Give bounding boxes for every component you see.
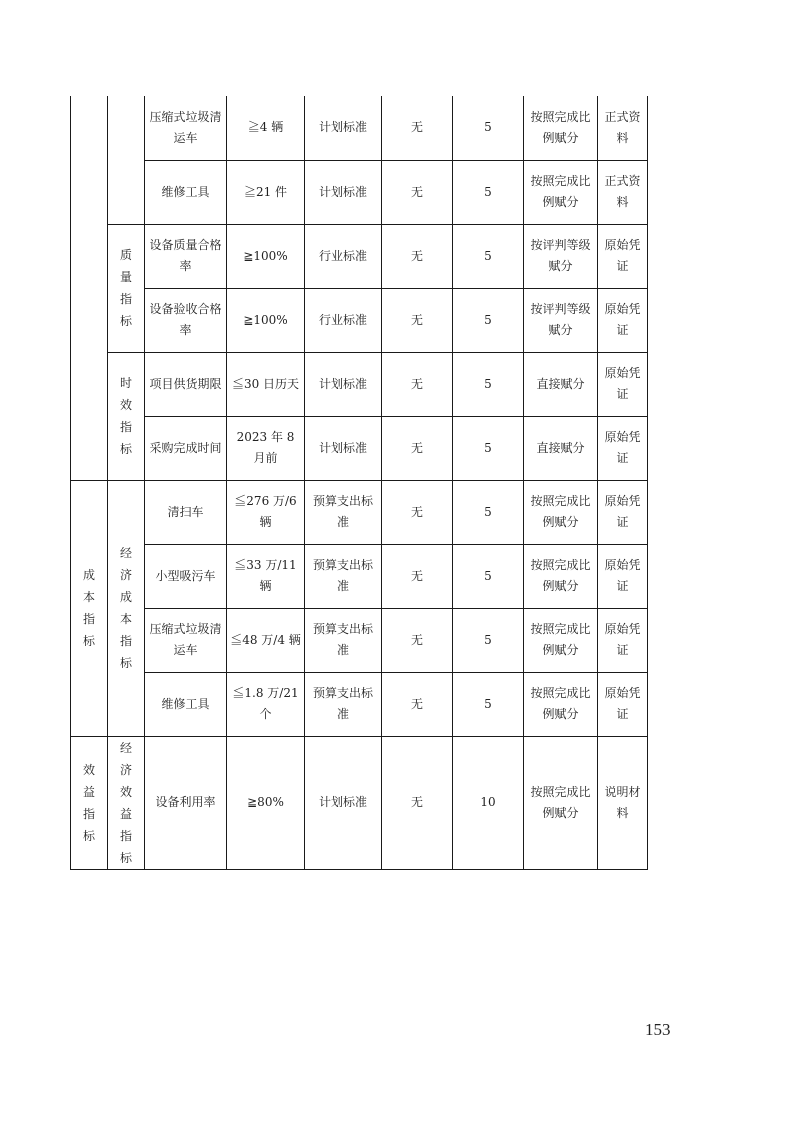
table-row	[71, 352, 648, 416]
method-cell: 按照完成比例赋分	[524, 480, 598, 544]
evidence-cell: 正式资料	[598, 96, 648, 160]
method-cell: 按评判等级赋分	[524, 288, 598, 352]
score-cell: 5	[453, 160, 524, 224]
indicator-cell: 维修工具	[145, 672, 227, 736]
level2-cell-quality	[108, 224, 145, 352]
evidence-cell: 原始凭证	[598, 672, 648, 736]
value-cell: ≦30 日历天	[227, 352, 305, 416]
indicator-cell: 小型吸污车	[145, 544, 227, 608]
basis-cell: 计划标准	[305, 160, 382, 224]
indicator-cell: 设备利用率	[145, 736, 227, 869]
evidence-cell: 原始凭证	[598, 416, 648, 480]
extra-cell: 无	[382, 96, 453, 160]
evidence-cell: 原始凭证	[598, 288, 648, 352]
page-number: 153	[645, 1020, 671, 1039]
evidence-cell: 原始凭证	[598, 608, 648, 672]
extra-cell: 无	[382, 672, 453, 736]
indicator-cell: 设备质量合格率	[145, 224, 227, 288]
level2-label-econ-cost: 经济成本指标	[119, 546, 132, 670]
extra-cell: 无	[382, 544, 453, 608]
value-cell: ≧100%	[227, 288, 305, 352]
basis-cell: 计划标准	[305, 352, 382, 416]
level2-cell-econ-benefit	[108, 736, 145, 869]
indicator-cell: 采购完成时间	[145, 416, 227, 480]
basis-cell: 行业标准	[305, 224, 382, 288]
table-row	[71, 672, 648, 736]
table-row	[71, 480, 648, 544]
score-cell: 5	[453, 544, 524, 608]
basis-cell: 行业标准	[305, 288, 382, 352]
level1-label-cost: 成本指标	[82, 568, 95, 648]
score-cell: 10	[453, 736, 524, 869]
score-cell: 5	[453, 480, 524, 544]
value-cell: ≦1.8 万/21 个	[227, 672, 305, 736]
method-cell: 按照完成比例赋分	[524, 544, 598, 608]
indicator-table	[70, 96, 648, 870]
table-row	[71, 544, 648, 608]
evidence-cell: 正式资料	[598, 160, 648, 224]
value-cell: ≦33 万/11 辆	[227, 544, 305, 608]
extra-cell: 无	[382, 608, 453, 672]
method-cell: 直接赋分	[524, 416, 598, 480]
score-cell: 5	[453, 672, 524, 736]
indicator-cell: 清扫车	[145, 480, 227, 544]
basis-cell: 计划标准	[305, 416, 382, 480]
indicator-cell: 项目供货期限	[145, 352, 227, 416]
score-cell: 5	[453, 352, 524, 416]
basis-cell: 计划标准	[305, 736, 382, 869]
method-cell: 按评判等级赋分	[524, 224, 598, 288]
table-row	[71, 608, 648, 672]
indicator-cell: 压缩式垃圾清运车	[145, 96, 227, 160]
level2-cell-timeliness	[108, 352, 145, 480]
indicator-cell: 设备验收合格率	[145, 288, 227, 352]
table-row	[71, 224, 648, 288]
level1-cell-benefit	[71, 736, 108, 869]
value-cell: ≧100%	[227, 224, 305, 288]
level2-cell-econ-cost	[108, 480, 145, 736]
extra-cell: 无	[382, 480, 453, 544]
method-cell: 按照完成比例赋分	[524, 160, 598, 224]
value-cell: 2023 年 8 月前	[227, 416, 305, 480]
extra-cell: 无	[382, 224, 453, 288]
evidence-cell: 原始凭证	[598, 480, 648, 544]
level1-cell-cost	[71, 480, 108, 736]
extra-cell: 无	[382, 736, 453, 869]
evidence-cell: 原始凭证	[598, 352, 648, 416]
level1-cell-output	[71, 96, 108, 480]
level1-label-benefit: 效益指标	[82, 762, 95, 843]
table-row	[71, 736, 648, 869]
score-cell: 5	[453, 608, 524, 672]
score-cell: 5	[453, 96, 524, 160]
table-row	[71, 160, 648, 224]
table-row	[71, 288, 648, 352]
level2-cell-quantity	[108, 96, 145, 224]
indicator-cell: 维修工具	[145, 160, 227, 224]
extra-cell: 无	[382, 160, 453, 224]
method-cell: 按照完成比例赋分	[524, 608, 598, 672]
method-cell: 按照完成比例赋分	[524, 96, 598, 160]
value-cell: ≦48 万/4 辆	[227, 608, 305, 672]
method-cell: 按照完成比例赋分	[524, 736, 598, 869]
table-row	[71, 96, 648, 160]
evidence-cell: 原始凭证	[598, 224, 648, 288]
score-cell: 5	[453, 416, 524, 480]
extra-cell: 无	[382, 416, 453, 480]
indicator-cell: 压缩式垃圾清运车	[145, 608, 227, 672]
evidence-cell: 原始凭证	[598, 544, 648, 608]
method-cell: 直接赋分	[524, 352, 598, 416]
level2-label-econ-benefit: 经济效益指标	[119, 740, 132, 865]
evidence-cell: 说明材料	[598, 736, 648, 869]
score-cell: 5	[453, 224, 524, 288]
basis-cell: 预算支出标准	[305, 544, 382, 608]
table-row	[71, 416, 648, 480]
value-cell: ≧4 辆	[227, 96, 305, 160]
value-cell: ≦276 万/6 辆	[227, 480, 305, 544]
basis-cell: 预算支出标准	[305, 672, 382, 736]
extra-cell: 无	[382, 288, 453, 352]
basis-cell: 预算支出标准	[305, 608, 382, 672]
value-cell: ≧80%	[227, 736, 305, 869]
level2-label-quality: 质量指标	[119, 248, 132, 328]
level2-label-timeliness: 时效指标	[119, 376, 132, 456]
basis-cell: 计划标准	[305, 96, 382, 160]
basis-cell: 预算支出标准	[305, 480, 382, 544]
method-cell: 按照完成比例赋分	[524, 672, 598, 736]
extra-cell: 无	[382, 352, 453, 416]
value-cell: ≧21 件	[227, 160, 305, 224]
score-cell: 5	[453, 288, 524, 352]
